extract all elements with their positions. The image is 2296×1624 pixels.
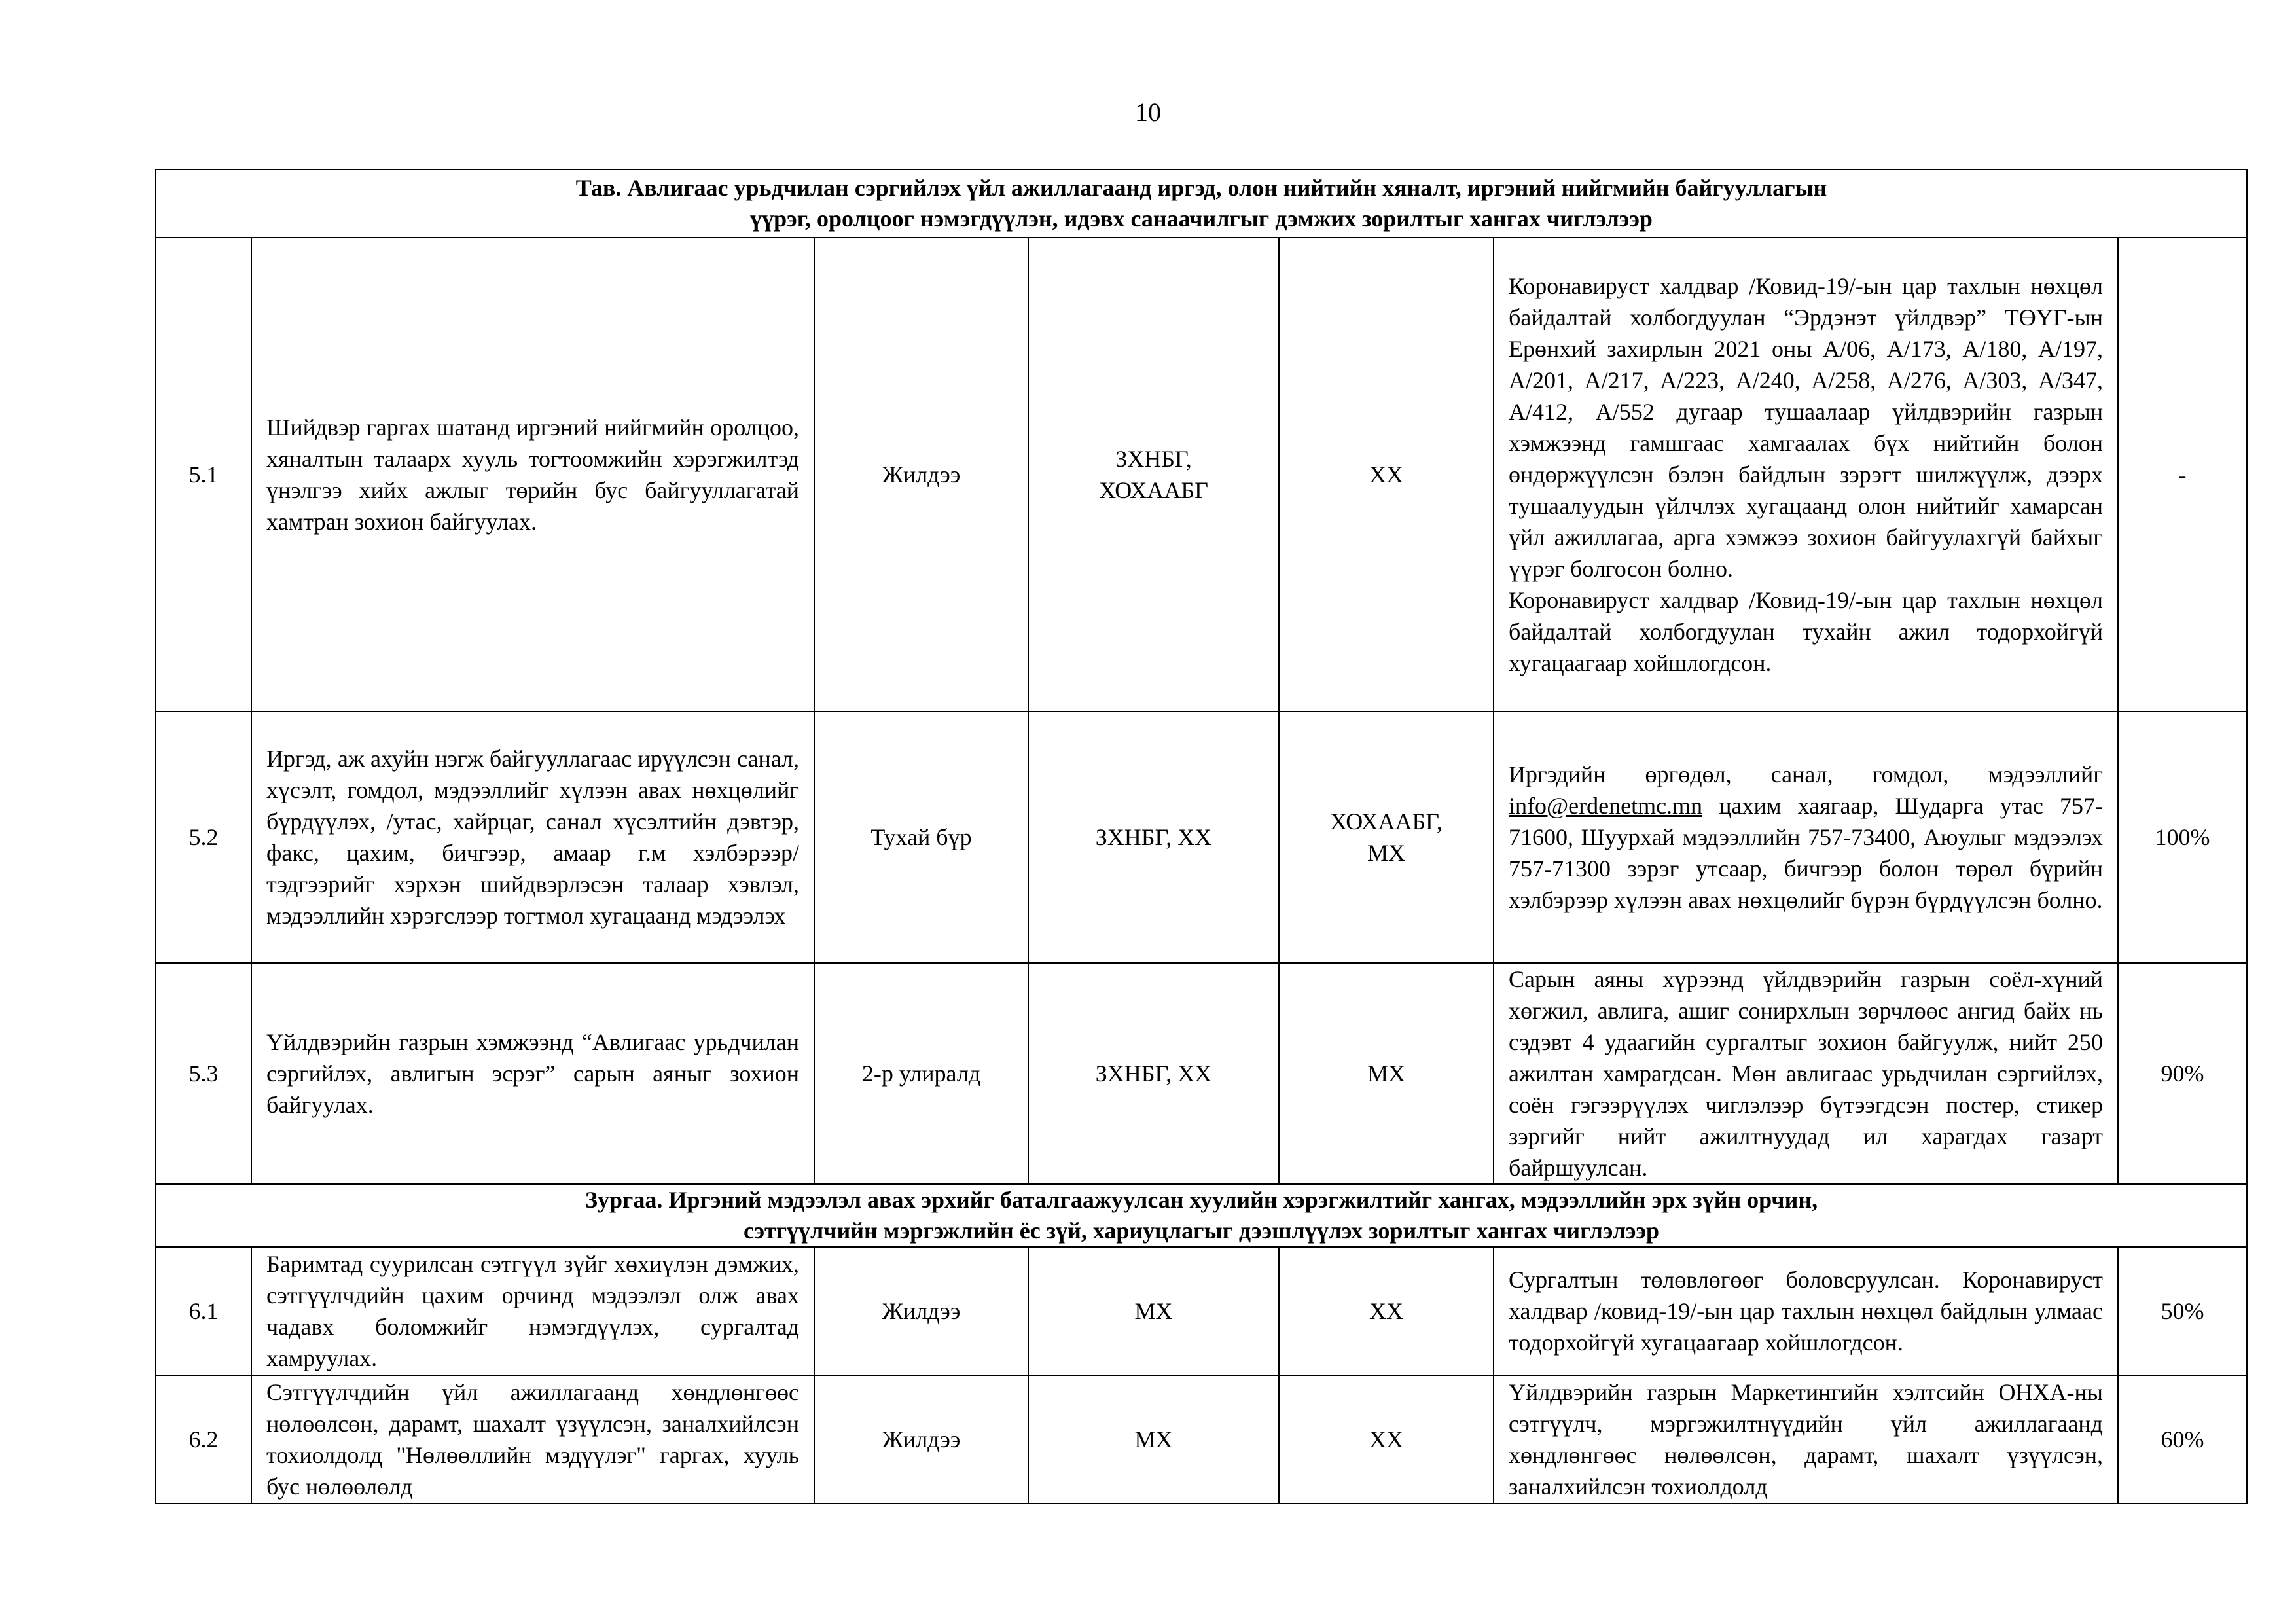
page-number: 10 [1135, 98, 1161, 127]
term-cell: Жилдээ [814, 1247, 1028, 1375]
section-heading-line: Тав. Авлигаас урьдчилан сэргийлэх үйл ажиллагаанд иргэд, олон нийтийн хяналт, иргэний нийгмийн байгууллагын [575, 175, 1827, 201]
responsible-cell: ЗХНБГ, ХХ [1028, 963, 1279, 1184]
table-row [156, 712, 2247, 963]
row-number: 5.3 [156, 963, 251, 1184]
result-cell: Үйлдвэрийн газрын Маркетингийн хэлтсийн ОНХА-ны сэтгүүлч, мэргэжилтнүүдийн үйл ажиллагаанд хөндлөнгөөс нөлөөлсөн, дарамт, шахалт үзүүлсэн, заналхийлсэн тохиолдолд [1494, 1375, 2118, 1504]
task-text: Үйлдвэрийн газрын хэмжээнд “Авлигаас урьдчилан сэргийлэх, авлигын эсрэг” сарын аяныг зохион байгуулах. [251, 963, 814, 1184]
result-cell: Сарын аяны хүрээнд үйлдвэрийн газрын соёл-хүний хөгжил, авлига, ашиг сонирхлын зөрчлөөс ангид байх нь сэдэвт 4 удаагийн сургалтыг зохион байгуулж, нийт 250 ажилтан хамрагдсан. Мөн авлигаас урьдчилан сэргийлэх, соён гэгээрүүлэх чиглэлээр бүтээгдсэн постер, стикер зэргийг нийт ажилтнуудад ил харагдах газарт байршуулсан. [1494, 963, 2118, 1184]
percent-cell: 60% [2118, 1375, 2247, 1504]
term-cell: Жилдээ [814, 238, 1028, 712]
table-row [156, 1375, 2247, 1504]
result-text: цахим хаягаар, Шударга утас 757-71600, Шуурхай мэдээллийн 757-73400, Аюулыг мэдээлэх 757-71300 зэрэг утсаар, бичгээр болон төрөл бүрийн хэлбэрээр хүлээн авах нөхцөлийг бүрэн бүрдүүлсэн болно. [1509, 793, 2103, 913]
percent-cell: - [2118, 238, 2247, 712]
cooperate-text: ХОХААБГ, МХ [1330, 808, 1443, 866]
section-heading-line: сэтгүүлчийн мэргэжлийн ёс зүй, хариуцлагыг дээшлүүлэх зорилтыг хангах чиглэлээр [744, 1218, 1660, 1244]
task-text: Иргэд, аж ахуйн нэгж байгууллагаас ирүүлсэн санал, хүсэлт, гомдол, мэдээллийг хүлээн авах нөхцөлийг бүрдүүлэх, /утас, хайрцаг, санал хүсэлтийн дэвтэр, факс, цахим, бичгээр, амаар г.м хэлбэрээр/ тэдгээрийг хэрхэн шийдвэрлэсэн талаар хэвлэл, мэдээллийн хэрэгслээр тогтмол хугацаанд мэдээлэх [251, 712, 814, 963]
table-row [156, 1247, 2247, 1375]
table-row [156, 963, 2247, 1184]
result-paragraph: Коронавируст халдвар /Ковид-19/-ын цар тахлын нөхцөл байдалтай холбогдуулан “Эрдэнэт үйлдвэр” ТӨҮГ-ын Ерөнхий захирлын 2021 оны А/06, А/173, А/180, А/197, А/201, А/217, А/223, А/240, А/258, А/276, А/303, А/347, А/412, А/552 дугаар тушаалаар үйлдвэрийн газрын хэмжээнд гамшгаас хамгаалах бүх нийтийн болон өндөржүүлсэн бэлэн байдлын зэрэгт шилжүүлж, дээрх тушаалуудын үйлчлэх хугацаанд олон нийтийг хамарсан үйл ажиллагаа, арга хэмжээ зохион байгуулахгүй байхыг үүрэг болгосон болно. [1509, 273, 2103, 582]
result-cell: Сургалтын төлөвлөгөөг боловсруулсан. Коронавируст халдвар /ковид-19/-ын цар тахлын нөхцөл байдлын улмаас тодорхойгүй хугацаагаар хойшлогдсон. [1494, 1247, 2118, 1375]
percent-cell: 100% [2118, 712, 2247, 963]
row-number: 6.1 [156, 1247, 251, 1375]
result-cell [1494, 238, 2118, 712]
term-cell: Жилдээ [814, 1375, 1028, 1504]
section-heading [156, 170, 2247, 238]
section-heading-line: үүрэг, оролцоог нэмэгдүүлэн, идэвх санаачилгыг дэмжих зорилтыг хангах чиглэлээр [750, 206, 1653, 232]
task-text: Баримтад суурилсан сэтгүүл зүйг хөхиүлэн дэмжих, сэтгүүлчдийн цахим орчинд мэдээлэл олж авах чадавх боломжийг нэмэгдүүлэх, сургалтад хамруулах. [251, 1247, 814, 1375]
responsible-text: ЗХНБГ, ХОХААБГ [1099, 446, 1208, 503]
section-heading [156, 1184, 2247, 1247]
section-heading-line: Зургаа. Иргэний мэдээлэл авах эрхийг баталгаажуулсан хуулийн хэрэгжилтийг хангах, мэдээллийн эрх зүйн орчин, [584, 1187, 1818, 1213]
table-row [156, 238, 2247, 712]
action-plan-table [155, 169, 2248, 1504]
result-text: Иргэдийн өргөдөл, санал, гомдол, мэдээллийг [1509, 761, 2103, 787]
task-text: Шийдвэр гаргах шатанд иргэний нийгмийн оролцоо, хяналтын талаарх хууль тогтоомжийн хэрэгжилтэд үнэлгээ хийх ажлыг төрийн бус байгууллагатай хамтран зохион байгуулах. [251, 238, 814, 712]
term-cell: 2-р улиралд [814, 963, 1028, 1184]
responsible-cell: ЗХНБГ, ХХ [1028, 712, 1279, 963]
row-number: 5.1 [156, 238, 251, 712]
responsible-cell [1028, 238, 1279, 712]
section-heading-row [156, 1184, 2247, 1247]
cooperate-cell: МХ [1279, 963, 1494, 1184]
cooperate-cell: ХХ [1279, 1247, 1494, 1375]
email-link[interactable]: info@erdenetmc.mn [1509, 793, 1703, 819]
result-paragraph: Коронавируст халдвар /Ковид-19/-ын цар тахлын нөхцөл байдалтай холбогдуулан тухайн ажил тодорхойгүй хугацаагаар хойшлогдсон. [1509, 587, 2103, 676]
cooperate-cell: ХХ [1279, 238, 1494, 712]
row-number: 5.2 [156, 712, 251, 963]
term-cell: Тухай бүр [814, 712, 1028, 963]
task-text: Сэтгүүлчдийн үйл ажиллагаанд хөндлөнгөөс нөлөөлсөн, дарамт, шахалт үзүүлсэн, заналхийлсэн тохиолдолд "Нөлөөллийн мэдүүлэг" гаргах, хууль бус нөлөөлөлд [251, 1375, 814, 1504]
percent-cell: 50% [2118, 1247, 2247, 1375]
section-heading-row [156, 170, 2247, 238]
result-cell [1494, 712, 2118, 963]
row-number: 6.2 [156, 1375, 251, 1504]
cooperate-cell: ХХ [1279, 1375, 1494, 1504]
cooperate-cell [1279, 712, 1494, 963]
percent-cell: 90% [2118, 963, 2247, 1184]
responsible-cell: МХ [1028, 1247, 1279, 1375]
responsible-cell: МХ [1028, 1375, 1279, 1504]
